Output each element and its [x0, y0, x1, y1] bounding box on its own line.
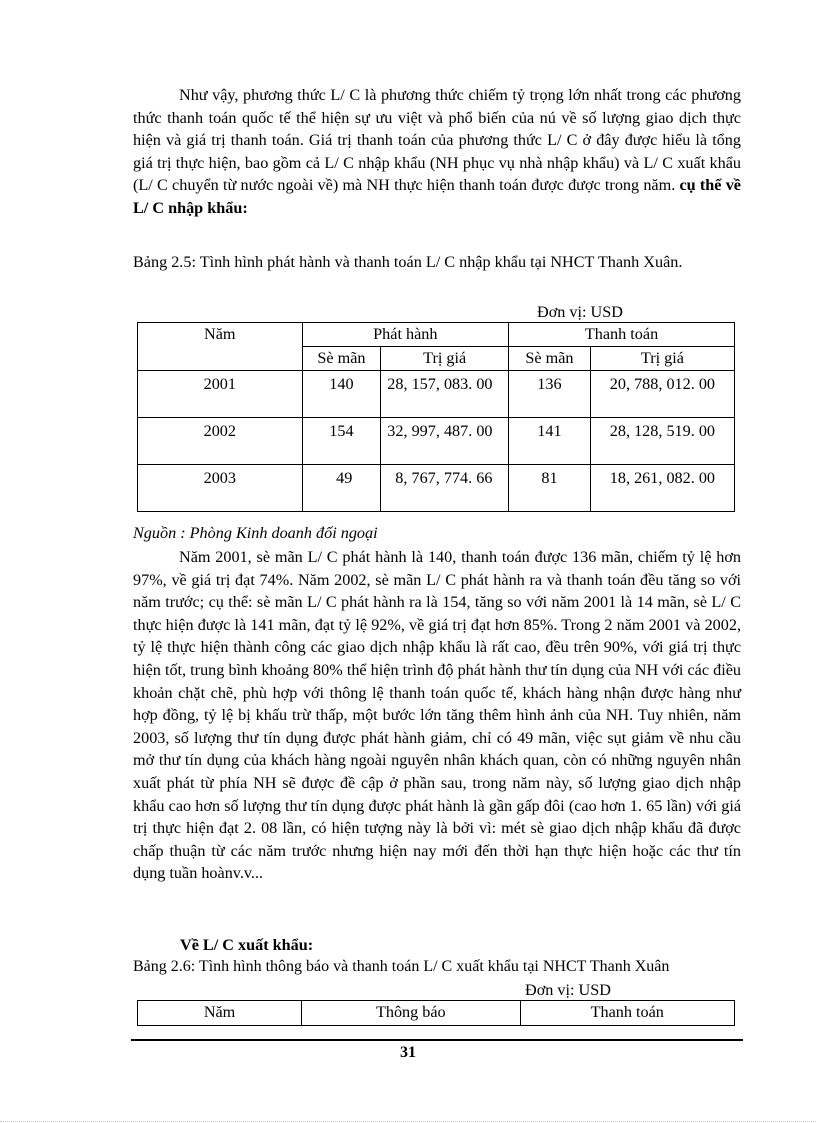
- row-paid-count: 136: [509, 371, 591, 418]
- header-paid: Thanh toán: [520, 1001, 734, 1026]
- table-row: [138, 418, 735, 465]
- footer-rule: [131, 1039, 743, 1041]
- row-issued-count: 154: [302, 418, 381, 465]
- row-paid-value: 28, 128, 519. 00: [590, 418, 734, 465]
- header-year: Năm: [138, 323, 303, 371]
- header-notified: Thông báo: [302, 1001, 520, 1026]
- header-issued-value: Trị giá: [381, 347, 509, 371]
- header-paid-count: Sè mãn: [509, 347, 591, 371]
- row-year: 2002: [138, 418, 303, 465]
- row-issued-value: 28, 157, 083. 00: [381, 371, 509, 418]
- row-issued-value: 32, 997, 487. 00: [381, 418, 509, 465]
- row-issued-value: 8, 767, 774. 66: [381, 465, 509, 512]
- header-year: Năm: [138, 1001, 302, 1026]
- table-row: [138, 371, 735, 418]
- page-number: 31: [400, 1044, 416, 1061]
- header-paid: Thanh toán: [509, 323, 735, 347]
- table-row: [138, 465, 735, 512]
- table1-caption: Bảng 2.5: Tình hình phát hành và thanh toán L/ C nhập khẩu tại NHCT Thanh Xuân.: [133, 253, 683, 271]
- row-paid-value: 20, 788, 012. 00: [590, 371, 734, 418]
- header-paid-value: Trị giá: [590, 347, 734, 371]
- table2-caption: Bảng 2.6: Tình hình thông báo và thanh toán L/ C xuất khẩu tại NHCT Thanh Xuân: [133, 958, 670, 975]
- intro-bold-tail: cụ thể về L/ C nhập khẩu:: [133, 176, 741, 217]
- row-issued-count: 140: [302, 371, 381, 418]
- row-year: 2003: [138, 465, 303, 512]
- row-issued-count: 49: [302, 465, 381, 512]
- table1-unit: Đơn vị: USD: [537, 303, 623, 321]
- intro-text: Như vậy, phương thức L/ C là phương thức chiếm tỷ trọng lớn nhất trong các phương thức thanh toán quốc tế thể hiện sự ưu việt và phổ biến của nú về số lượng giao dịch thực hiện và giá trị thanh toán. Giá trị thanh toán của phương thức L/ C ở đây được hiểu là tổng giá trị thực hiện, bao gồm cả L/ C nhập khẩu (NH phục vụ nhà nhập khẩu) và L/ C xuất khẩu (L/ C chuyển từ nước ngoài về) mà NH thực hiện thanh toán được được trong năm.: [133, 86, 741, 195]
- table-header-row: [138, 323, 735, 347]
- header-issued-count: Sè mãn: [302, 347, 381, 371]
- export-lc-table: [137, 1000, 735, 1026]
- row-year: 2001: [138, 371, 303, 418]
- export-heading: Về L/ C xuất khẩu:: [180, 936, 314, 954]
- row-paid-value: 18, 261, 082. 00: [590, 465, 734, 512]
- intro-paragraph: [133, 84, 741, 220]
- header-issued: Phát hành: [302, 323, 508, 347]
- row-paid-count: 141: [509, 418, 591, 465]
- table1-source: Nguồn : Phòng Kinh doanh đối ngoại: [133, 524, 378, 542]
- row-paid-count: 81: [509, 465, 591, 512]
- table2-unit: Đơn vị: USD: [525, 981, 611, 999]
- import-lc-table: [137, 322, 735, 512]
- table-header-row: [138, 1001, 735, 1026]
- analysis-paragraph: Năm 2001, sè mãn L/ C phát hành là 140, thanh toán được 136 mãn, chiếm tỷ lệ hơn 97%, về giá trị đạt 74%. Năm 2002, sè mãn L/ C phát hành ra và thanh toán đều tăng so với năm trước; cụ thể: sè mãn L/ C phát hành ra là 154, tăng so với năm 2001 là 14 mãn, sè L/ C thực hiện được là 141 mãn, đạt tỷ lệ 92%, về giá trị đạt hơn 85%. Trong 2 năm 2001 và 2002, tỷ lệ thực hiện thành công các giao dịch nhập khẩu là rất cao, đều trên 90%, với giá trị thực hiện tốt, trung bình khoảng 80% thể hiện trình độ phát hành thư tín dụng của NH với các điều khoản chặt chẽ, phù hợp với thông lệ thanh toán quốc tế, khách hàng nhận được hàng như hợp đồng, tỷ lệ bị khấu trừ thấp, một bước lớn tăng thêm hình ảnh của NH. Tuy nhiên, năm 2003, số lượng thư tín dụng được phát hành giảm, chỉ có 49 mãn, việc sụt giảm về nhu cầu mở thư tín dụng của khách hàng ngoài nguyên nhân khách quan, còn có những nguyên nhân xuất phát từ phía NH sẽ được đề cập ở phần sau, trong năm này, số lượng giao dịch nhập khẩu cao hơn số lượng thư tín dụng được phát hành là gần gấp đôi (cao hơn 1. 65 lần) với giá trị thực hiện đạt 2. 08 lần, có hiện tượng này là bởi vì: mét sè giao dịch nhập khẩu đã được chấp thuận từ các năm trước nhưng hiện nay mới đến thời hạn thực hiện hoặc các thư tín dụng tuần hoànv.v...: [133, 548, 741, 883]
